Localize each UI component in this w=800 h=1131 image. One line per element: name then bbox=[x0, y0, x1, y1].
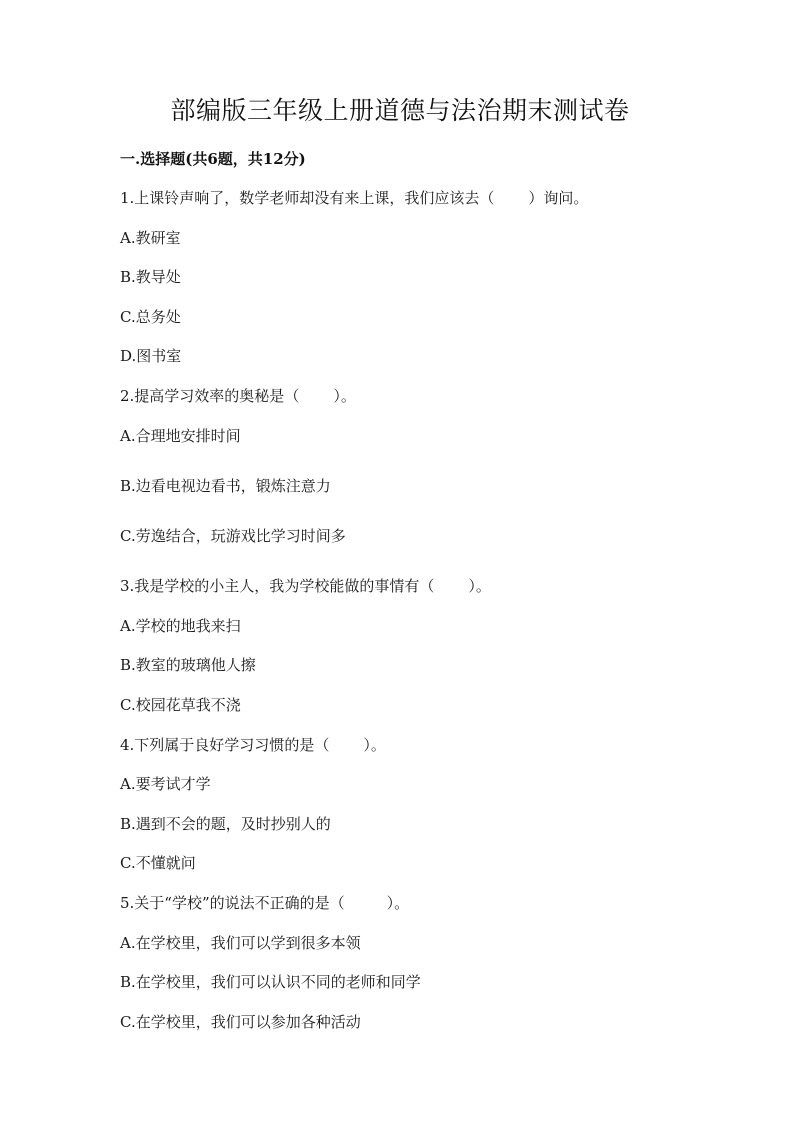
section-heading: 一.选择题(共6题，共12分) bbox=[120, 150, 306, 168]
question-5-stem bbox=[120, 892, 409, 914]
page-title: 部编版三年级上册道德与法治期末测试卷 bbox=[170, 96, 630, 125]
question-stem-text: 5.关于“学校”的说法不正确的是（ bbox=[120, 894, 345, 912]
question-stem-text: ）。 bbox=[363, 736, 386, 754]
question-3-option-b: B.教室的玻璃他人擦 bbox=[120, 656, 256, 674]
question-stem-text: 2.提高学习效率的奥秘是（ bbox=[120, 387, 300, 405]
question-stem-text: 3.我是学校的小主人，我为学校能做的事情有（ bbox=[120, 577, 435, 595]
question-5-option-a: A.在学校里，我们可以学到很多本领 bbox=[120, 934, 361, 952]
question-stem-text: ）。 bbox=[333, 387, 356, 405]
question-stem-text: ）。 bbox=[468, 577, 491, 595]
question-2-stem bbox=[120, 385, 356, 407]
question-stem-text: 4.下列属于良好学习习惯的是（ bbox=[120, 736, 330, 754]
question-5-option-b: B.在学校里，我们可以认识不同的老师和同学 bbox=[120, 973, 421, 991]
question-stem-text: 1.上课铃声响了，数学老师却没有来上课，我们应该去（ bbox=[120, 189, 495, 207]
question-4-option-a: A.要考试才学 bbox=[120, 775, 211, 793]
question-3-stem bbox=[120, 575, 491, 597]
question-1-option-d: D.图书室 bbox=[120, 347, 182, 365]
question-stem-text: ）询问。 bbox=[528, 189, 589, 207]
question-4-option-b: B.遇到不会的题，及时抄别人的 bbox=[120, 815, 331, 833]
question-1-stem bbox=[120, 187, 588, 209]
question-2-option-a: A.合理地安排时间 bbox=[120, 427, 241, 445]
question-5-option-c: C.在学校里，我们可以参加各种活动 bbox=[120, 1013, 361, 1031]
question-4-option-c: C.不懂就问 bbox=[120, 854, 196, 872]
question-3-option-c: C.校园花草我不浇 bbox=[120, 696, 241, 714]
question-2-option-b: B.边看电视边看书，锻炼注意力 bbox=[120, 477, 331, 495]
question-1-option-c: C.总务处 bbox=[120, 308, 181, 326]
question-1-option-a: A.教研室 bbox=[120, 229, 181, 247]
question-4-stem bbox=[120, 734, 386, 756]
question-1-option-b: B.教导处 bbox=[120, 268, 181, 286]
question-3-option-a: A.学校的地我来扫 bbox=[120, 617, 241, 635]
question-2-option-c: C.劳逸结合，玩游戏比学习时间多 bbox=[120, 527, 346, 545]
question-stem-text: ）。 bbox=[386, 894, 410, 912]
